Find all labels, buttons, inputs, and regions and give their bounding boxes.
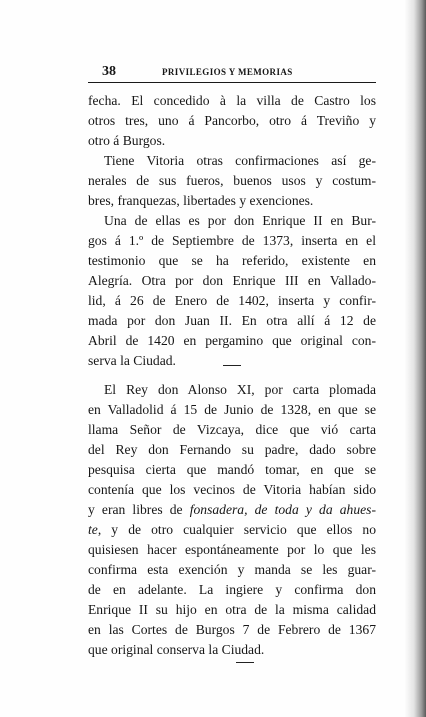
- text-line: en las Cortes de Burgos 7 de Febrero de 1367: [88, 622, 376, 637]
- text-line: contenía que los vecinos de Vitoria habían sido: [88, 482, 376, 497]
- text-line: y eran libres de fonsadera, de toda y da ahues-: [88, 502, 376, 517]
- running-header: [88, 62, 376, 82]
- text-line: Abril de 1420 en pergamino que original con-: [88, 333, 376, 348]
- text-line: confirma esta exención y manda se les guar-: [88, 562, 376, 577]
- section-separator: [223, 365, 241, 366]
- text-line: mada por don Juan II. En otra allí á 12 de: [88, 313, 376, 328]
- text-line: otros tres, uno á Pancorbo, otro á Treviño y: [88, 113, 376, 128]
- text-line: pesquisa cierta que mandó tomar, en que se: [88, 462, 376, 477]
- text-line: en Valladolid á 15 de Junio de 1328, en que se: [88, 402, 376, 417]
- text-line: nerales de sus fueros, buenos usos y costum-: [88, 173, 376, 188]
- text-line: gos á 1.º de Septiembre de 1373, inserta en el: [88, 233, 376, 248]
- page-body: [88, 91, 376, 663]
- text-line: Una de ellas es por don Enrique II en Bur-: [104, 213, 376, 228]
- text-line: de en adelante. La ingiere y confirma don: [88, 582, 376, 597]
- book-spine-shadow: [404, 0, 426, 717]
- text-line: serva la Ciudad.: [88, 353, 176, 368]
- text-line: llama Señor de Vizcaya, dice que vió carta: [88, 422, 376, 437]
- text-line: lid, á 26 de Enero de 1402, inserta y confir-: [88, 293, 376, 308]
- running-title: PRIVILEGIOS Y MEMORIAS: [162, 67, 293, 77]
- paragraph-4: [88, 380, 376, 660]
- paragraph-3: [88, 211, 376, 371]
- paragraph-2: [88, 151, 376, 211]
- text-line: El Rey don Alonso XI, por carta plomada: [104, 382, 376, 397]
- text-line: otro á Burgos.: [88, 133, 166, 148]
- text-line: te, y de otro cualquier servicio que ellos no: [88, 522, 376, 537]
- paragraph-1: [88, 91, 376, 151]
- text-line: Enrique II su hijo en otra de la misma calidad: [88, 602, 376, 617]
- text-line: fecha. El concedido à la villa de Castro los: [88, 93, 376, 108]
- text-line: que original conserva la Ciudad.: [88, 642, 265, 657]
- text-line: del Rey don Fernando su padre, dado sobre: [88, 442, 376, 457]
- text-line: Alegría. Otra por don Enrique III en Valladо-: [88, 273, 376, 288]
- text-line: testimonio que se ha referido, existente en: [88, 253, 376, 268]
- page-number: 38: [102, 64, 116, 79]
- text-line: Tiene Vitoria otras confirmaciones así ge-: [104, 153, 376, 168]
- header-rule: [88, 82, 376, 83]
- end-separator: [236, 662, 254, 663]
- text-line: quisiesen hacer espontáneamente por lo que les: [88, 542, 376, 557]
- text-line: bres, franquezas, libertades y exenciones.: [88, 193, 314, 208]
